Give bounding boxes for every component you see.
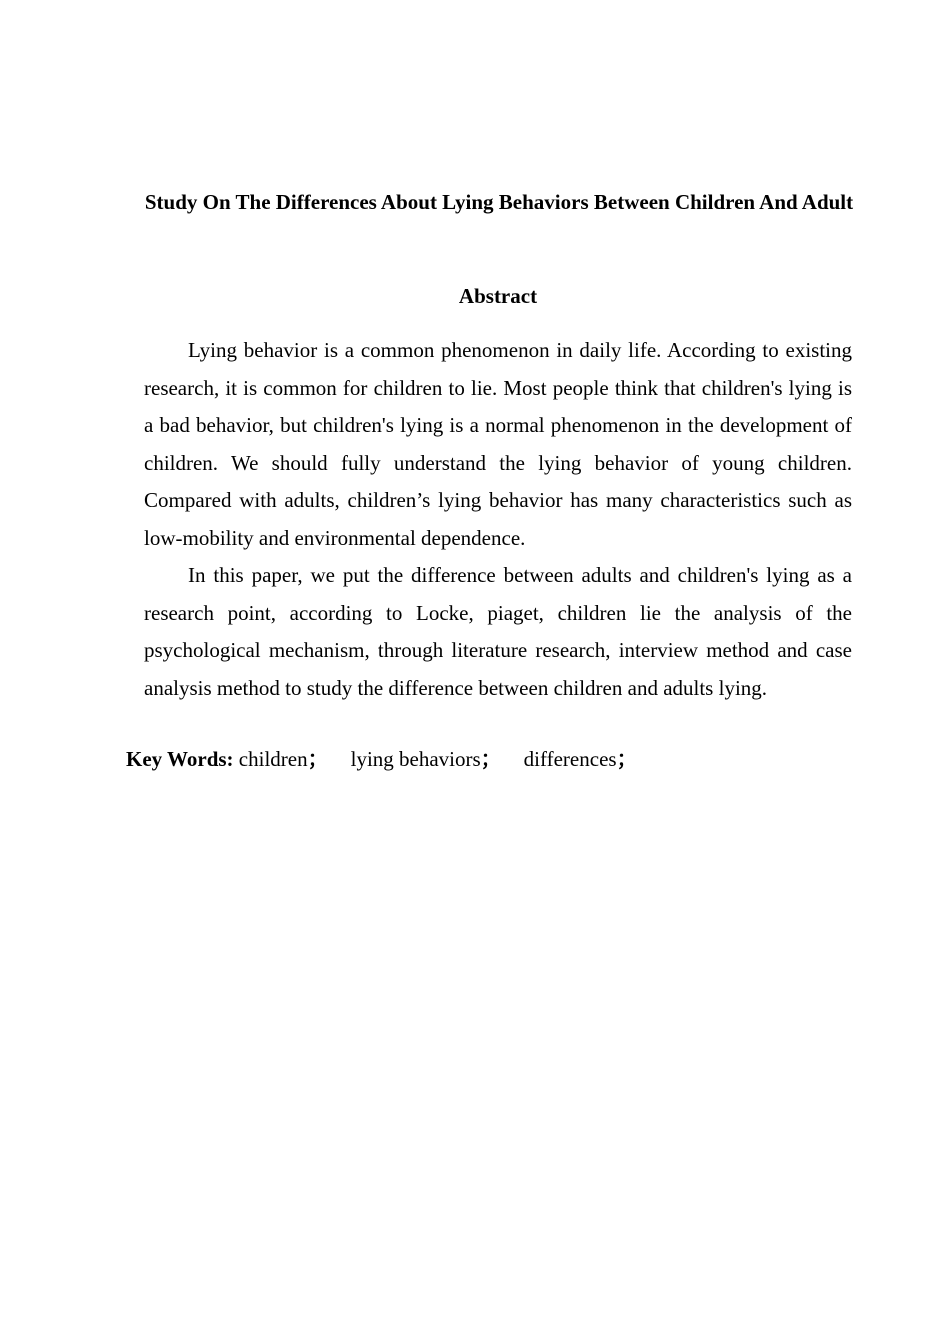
abstract-paragraph-1: Lying behavior is a common phenomenon in daily life. According to existing research, it is common for children to lie. Most people think that children's lying is a bad behavior, but children's lying is a normal phenomenon in the development of children. We should fully understand the lying behavior of young children. Compared with adults, children’s lying behavior has many characteristics such as low-mobility and environmental dependence. [144,338,852,550]
keyword-differences: differences [523,747,617,771]
keyword-separator: ； [307,747,329,771]
keywords-label: Key Words: [126,747,234,771]
keywords-line [126,744,856,774]
paper-title: Study On The Differences About Lying Behaviors Between Children And Adult [144,190,854,214]
keyword-lying-behaviors: lying behaviors [350,747,481,771]
keyword-separator: ； [616,747,638,771]
abstract-body [144,332,852,707]
keyword-separator: ； [480,747,502,771]
abstract-paragraph-2: In this paper, we put the difference between adults and children's lying as a research point, according to Locke, piaget, children lie the analysis of the psychological mechanism, through literature research, interview method and case analysis method to study the difference between children and adults lying. [144,563,852,700]
abstract-heading: Abstract [458,284,538,308]
keyword-children: children [238,747,308,771]
